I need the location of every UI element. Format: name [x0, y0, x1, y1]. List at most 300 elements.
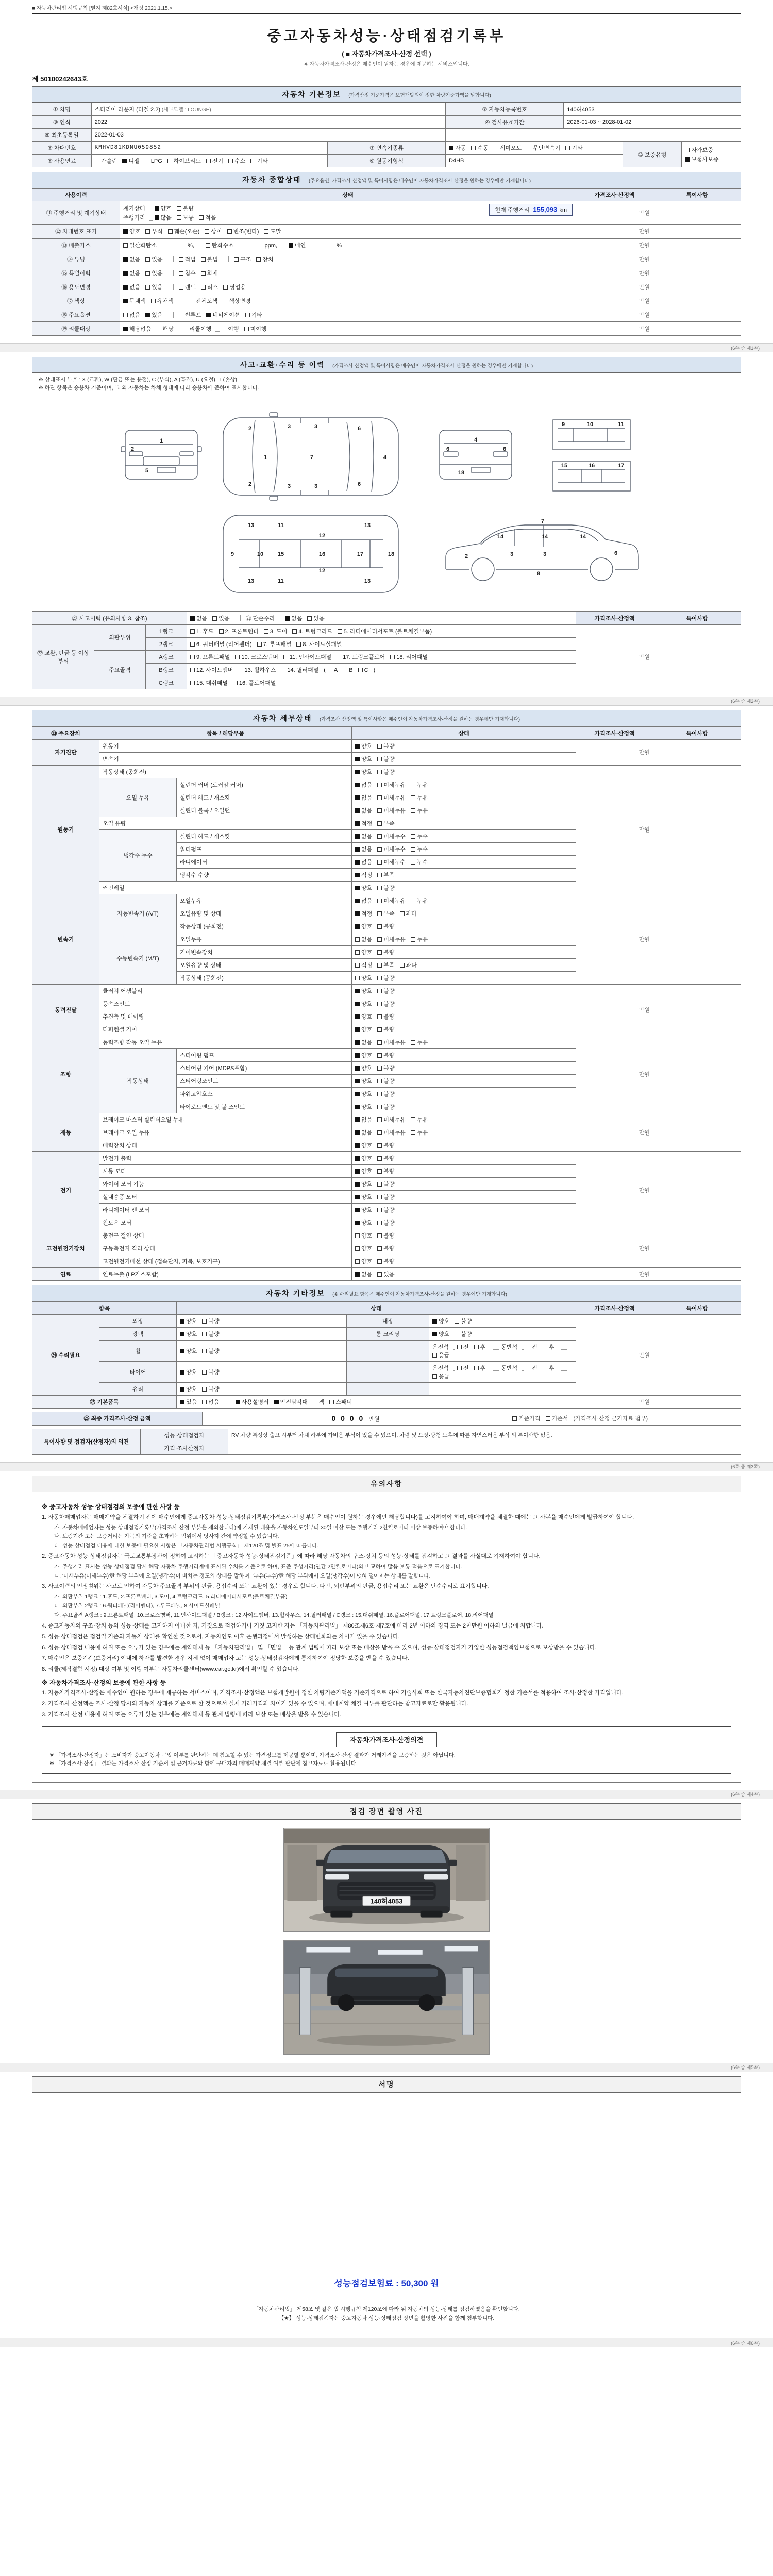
checkbox-unchecked-icon[interactable]: [377, 899, 382, 903]
checkbox-option[interactable]: [343, 667, 352, 673]
checkbox-checked-icon[interactable]: [355, 989, 360, 993]
checkbox-unchecked-icon[interactable]: [543, 1345, 547, 1349]
checkbox-option[interactable]: [377, 962, 394, 969]
checkbox-unchecked-icon[interactable]: [199, 215, 204, 220]
checkbox-checked-icon[interactable]: [190, 616, 195, 621]
checkbox-checked-icon[interactable]: [355, 1092, 360, 1096]
checkbox-unchecked-icon[interactable]: [457, 1345, 462, 1349]
checkbox-option[interactable]: [377, 1246, 394, 1252]
checkbox-checked-icon[interactable]: [355, 1014, 360, 1019]
checkbox-option[interactable]: [546, 1416, 568, 1422]
checkbox-unchecked-icon[interactable]: [377, 1053, 382, 1058]
checkbox-unchecked-icon[interactable]: [343, 668, 347, 672]
checkbox-option[interactable]: [355, 795, 372, 801]
checkbox-option[interactable]: [257, 641, 292, 648]
checkbox-option[interactable]: [377, 975, 394, 981]
checkbox-unchecked-icon[interactable]: [377, 1272, 382, 1277]
checkbox-option[interactable]: [180, 1386, 197, 1393]
checkbox-unchecked-icon[interactable]: [546, 1416, 550, 1421]
checkbox-unchecked-icon[interactable]: [307, 616, 312, 621]
checkbox-unchecked-icon[interactable]: [239, 668, 243, 672]
checkbox-option[interactable]: [411, 795, 428, 801]
checkbox-option[interactable]: [411, 1117, 428, 1123]
checkbox-option[interactable]: [206, 158, 223, 164]
checkbox-checked-icon[interactable]: [123, 299, 128, 303]
checkbox-unchecked-icon[interactable]: [355, 1233, 360, 1238]
checkbox-option[interactable]: [377, 937, 406, 943]
checkbox-unchecked-icon[interactable]: [377, 873, 382, 877]
checkbox-unchecked-icon[interactable]: [377, 1117, 382, 1122]
checkbox-unchecked-icon[interactable]: [123, 313, 128, 317]
checkbox-option[interactable]: [377, 859, 406, 866]
checkbox-option[interactable]: [355, 821, 372, 827]
checkbox-option[interactable]: [355, 885, 372, 891]
checkbox-option[interactable]: [180, 1369, 197, 1376]
checkbox-option[interactable]: [292, 629, 332, 635]
checkbox-unchecked-icon[interactable]: [377, 770, 382, 774]
checkbox-option[interactable]: [377, 769, 394, 775]
checkbox-unchecked-icon[interactable]: [377, 1092, 382, 1096]
checkbox-option[interactable]: [355, 859, 372, 866]
checkbox-option[interactable]: [377, 1117, 406, 1123]
checkbox-option[interactable]: [145, 312, 162, 318]
checkbox-unchecked-icon[interactable]: [377, 795, 382, 800]
checkbox-unchecked-icon[interactable]: [377, 911, 382, 916]
checkbox-option[interactable]: [179, 270, 196, 277]
checkbox-unchecked-icon[interactable]: [281, 668, 285, 672]
checkbox-unchecked-icon[interactable]: [377, 1105, 382, 1109]
checkbox-option[interactable]: [281, 667, 318, 673]
checkbox-option[interactable]: [180, 1348, 197, 1354]
checkbox-option[interactable]: [390, 654, 428, 660]
checkbox-option[interactable]: [377, 1053, 394, 1059]
checkbox-unchecked-icon[interactable]: [512, 1416, 517, 1421]
checkbox-option[interactable]: [355, 962, 372, 969]
checkbox-unchecked-icon[interactable]: [455, 1332, 459, 1336]
checkbox-unchecked-icon[interactable]: [527, 146, 531, 150]
checkbox-unchecked-icon[interactable]: [474, 1345, 479, 1349]
checkbox-option[interactable]: [206, 312, 240, 318]
checkbox-option[interactable]: [355, 1091, 372, 1097]
checkbox-option[interactable]: [377, 795, 406, 801]
checkbox-option[interactable]: [411, 859, 428, 866]
checkbox-option[interactable]: [145, 229, 162, 235]
checkbox-unchecked-icon[interactable]: [245, 313, 250, 317]
checkbox-option[interactable]: [190, 680, 228, 686]
checkbox-unchecked-icon[interactable]: [455, 1319, 459, 1324]
checkbox-unchecked-icon[interactable]: [145, 159, 149, 163]
checkbox-option[interactable]: [190, 298, 218, 304]
checkbox-option[interactable]: [338, 629, 432, 635]
checkbox-option[interactable]: [355, 1246, 372, 1252]
checkbox-option[interactable]: [377, 1143, 394, 1149]
checkbox-option[interactable]: [235, 654, 278, 660]
checkbox-unchecked-icon[interactable]: [377, 1169, 382, 1174]
checkbox-option[interactable]: [222, 326, 239, 332]
checkbox-option[interactable]: [177, 215, 194, 221]
checkbox-option[interactable]: [377, 1194, 394, 1200]
checkbox-option[interactable]: [432, 1331, 449, 1337]
checkbox-option[interactable]: [167, 158, 201, 164]
checkbox-checked-icon[interactable]: [355, 1040, 360, 1045]
checkbox-option[interactable]: [283, 654, 331, 660]
checkbox-option[interactable]: [355, 1259, 372, 1265]
checkbox-unchecked-icon[interactable]: [177, 206, 181, 211]
checkbox-option[interactable]: [355, 1130, 372, 1136]
checkbox-option[interactable]: [123, 257, 140, 263]
checkbox-option[interactable]: [177, 206, 194, 212]
checkbox-unchecked-icon[interactable]: [432, 1353, 437, 1358]
checkbox-option[interactable]: [377, 911, 394, 917]
checkbox-unchecked-icon[interactable]: [474, 1366, 479, 1370]
checkbox-option[interactable]: [155, 215, 172, 221]
checkbox-checked-icon[interactable]: [355, 924, 360, 929]
checkbox-option[interactable]: [199, 215, 216, 221]
checkbox-option[interactable]: [355, 846, 372, 853]
warranty-option[interactable]: [685, 155, 737, 164]
checkbox-unchecked-icon[interactable]: [377, 834, 382, 839]
checkbox-option[interactable]: [355, 834, 372, 840]
checkbox-checked-icon[interactable]: [355, 886, 360, 890]
checkbox-checked-icon[interactable]: [180, 1349, 184, 1353]
checkbox-checked-icon[interactable]: [355, 1156, 360, 1161]
checkbox-option[interactable]: [201, 284, 218, 291]
checkbox-unchecked-icon[interactable]: [95, 159, 99, 163]
checkbox-option[interactable]: [157, 326, 174, 332]
checkbox-unchecked-icon[interactable]: [228, 159, 233, 163]
checkbox-unchecked-icon[interactable]: [355, 976, 360, 980]
checkbox-option[interactable]: [95, 158, 117, 164]
checkbox-checked-icon[interactable]: [355, 1053, 360, 1058]
checkbox-unchecked-icon[interactable]: [329, 1400, 334, 1404]
checkbox-option[interactable]: [202, 1318, 219, 1325]
checkbox-option[interactable]: [233, 680, 276, 686]
checkbox-option[interactable]: [355, 1181, 372, 1188]
checkbox-option[interactable]: [355, 743, 372, 750]
checkbox-unchecked-icon[interactable]: [355, 937, 360, 942]
checkbox-checked-icon[interactable]: [355, 1130, 360, 1135]
checkbox-option[interactable]: [145, 257, 162, 263]
checkbox-option[interactable]: [455, 1318, 472, 1325]
checkbox-unchecked-icon[interactable]: [411, 899, 415, 903]
checkbox-unchecked-icon[interactable]: [355, 950, 360, 955]
checkbox-option[interactable]: [223, 298, 251, 304]
checkbox-option[interactable]: [355, 872, 372, 878]
checkbox-option[interactable]: [201, 257, 218, 263]
checkbox-unchecked-icon[interactable]: [256, 257, 261, 262]
checkbox-unchecked-icon[interactable]: [377, 1233, 382, 1238]
checkbox-option[interactable]: [355, 1117, 372, 1123]
checkbox-option[interactable]: [122, 158, 139, 164]
checkbox-option[interactable]: [285, 616, 302, 622]
checkbox-checked-icon[interactable]: [155, 206, 159, 211]
checkbox-option[interactable]: [236, 1399, 269, 1405]
checkbox-unchecked-icon[interactable]: [355, 1246, 360, 1251]
checkbox-option[interactable]: [123, 284, 140, 291]
checkbox-unchecked-icon[interactable]: [244, 327, 249, 331]
checkbox-option[interactable]: [355, 1027, 372, 1033]
checkbox-unchecked-icon[interactable]: [145, 271, 150, 276]
checkbox-unchecked-icon[interactable]: [202, 1319, 207, 1324]
checkbox-option[interactable]: [151, 298, 174, 304]
checkbox-option[interactable]: [377, 1156, 394, 1162]
checkbox-checked-icon[interactable]: [180, 1370, 184, 1375]
checkbox-unchecked-icon[interactable]: [377, 757, 382, 761]
checkbox-unchecked-icon[interactable]: [179, 271, 183, 276]
checkbox-option[interactable]: [202, 1331, 219, 1337]
checkbox-option[interactable]: [307, 616, 324, 622]
checkbox-unchecked-icon[interactable]: [377, 1182, 382, 1187]
checkbox-checked-icon[interactable]: [355, 1066, 360, 1071]
checkbox-unchecked-icon[interactable]: [206, 159, 211, 163]
checkbox-option[interactable]: [155, 206, 172, 212]
checkbox-option[interactable]: [377, 950, 394, 956]
checkbox-option[interactable]: [145, 158, 162, 164]
checkbox-checked-icon[interactable]: [355, 1221, 360, 1225]
checkbox-unchecked-icon[interactable]: [377, 1014, 382, 1019]
checkbox-unchecked-icon[interactable]: [411, 1130, 415, 1135]
checkbox-option[interactable]: [411, 846, 428, 853]
checkbox-unchecked-icon[interactable]: [377, 976, 382, 980]
checkbox-option[interactable]: [313, 1399, 325, 1405]
checkbox-unchecked-icon[interactable]: [411, 860, 415, 865]
checkbox-unchecked-icon[interactable]: [250, 159, 255, 163]
checkbox-option[interactable]: [264, 629, 287, 635]
checkbox-option[interactable]: [256, 257, 273, 263]
checkbox-unchecked-icon[interactable]: [201, 257, 206, 262]
checkbox-option[interactable]: [377, 1091, 394, 1097]
checkbox-option[interactable]: [512, 1416, 541, 1422]
checkbox-option[interactable]: [239, 667, 276, 673]
checkbox-checked-icon[interactable]: [355, 873, 360, 877]
checkbox-checked-icon[interactable]: [123, 271, 128, 276]
checkbox-unchecked-icon[interactable]: [177, 215, 181, 220]
checkbox-option[interactable]: [377, 1104, 394, 1110]
checkbox-unchecked-icon[interactable]: [377, 1208, 382, 1212]
checkbox-option[interactable]: [223, 284, 246, 291]
checkbox-unchecked-icon[interactable]: [411, 808, 415, 813]
checkbox-option[interactable]: [543, 1344, 554, 1350]
checkbox-checked-icon[interactable]: [355, 770, 360, 774]
checkbox-option[interactable]: [123, 270, 140, 277]
checkbox-option[interactable]: [526, 1344, 537, 1350]
checkbox-unchecked-icon[interactable]: [377, 783, 382, 787]
checkbox-unchecked-icon[interactable]: [377, 860, 382, 865]
checkbox-option[interactable]: [145, 270, 162, 277]
checkbox-checked-icon[interactable]: [355, 860, 360, 865]
checkbox-unchecked-icon[interactable]: [377, 1195, 382, 1199]
checkbox-unchecked-icon[interactable]: [257, 642, 262, 647]
checkbox-option[interactable]: [411, 1130, 428, 1136]
checkbox-unchecked-icon[interactable]: [145, 229, 150, 234]
checkbox-option[interactable]: [123, 298, 146, 304]
checkbox-option[interactable]: [289, 243, 306, 249]
checkbox-option[interactable]: [377, 1130, 406, 1136]
checkbox-unchecked-icon[interactable]: [167, 159, 172, 163]
checkbox-option[interactable]: [355, 988, 372, 994]
checkbox-option[interactable]: [377, 1272, 394, 1278]
checkbox-checked-icon[interactable]: [355, 1002, 360, 1006]
checkbox-unchecked-icon[interactable]: [526, 1366, 530, 1370]
checkbox-unchecked-icon[interactable]: [411, 1040, 415, 1045]
checkbox-option[interactable]: [377, 846, 406, 853]
checkbox-option[interactable]: [337, 654, 385, 660]
checkbox-unchecked-icon[interactable]: [377, 886, 382, 890]
checkbox-unchecked-icon[interactable]: [494, 146, 498, 150]
checkbox-unchecked-icon[interactable]: [205, 229, 209, 234]
checkbox-checked-icon[interactable]: [449, 146, 453, 150]
checkbox-option[interactable]: [355, 808, 372, 814]
checkbox-option[interactable]: [355, 898, 372, 904]
checkbox-option[interactable]: [244, 326, 267, 332]
checkbox-option[interactable]: [355, 1233, 372, 1239]
checkbox-option[interactable]: [228, 158, 245, 164]
checkbox-option[interactable]: [377, 872, 394, 878]
checkbox-option[interactable]: [432, 1352, 449, 1359]
checkbox-option[interactable]: [358, 667, 368, 673]
checkbox-unchecked-icon[interactable]: [190, 299, 194, 303]
checkbox-option[interactable]: [457, 1344, 469, 1350]
checkbox-unchecked-icon[interactable]: [313, 1400, 317, 1404]
checkbox-option[interactable]: [432, 1374, 449, 1380]
checkbox-unchecked-icon[interactable]: [296, 642, 301, 647]
checkbox-unchecked-icon[interactable]: [358, 668, 363, 672]
checkbox-option[interactable]: [377, 885, 394, 891]
checkbox-option[interactable]: [377, 988, 394, 994]
checkbox-checked-icon[interactable]: [432, 1319, 437, 1324]
checkbox-checked-icon[interactable]: [274, 1400, 279, 1404]
checkbox-unchecked-icon[interactable]: [190, 629, 195, 634]
checkbox-checked-icon[interactable]: [155, 215, 159, 220]
checkbox-option[interactable]: [527, 145, 560, 151]
checkbox-checked-icon[interactable]: [180, 1400, 184, 1404]
checkbox-option[interactable]: [329, 1399, 352, 1405]
checkbox-unchecked-icon[interactable]: [202, 1349, 207, 1353]
checkbox-unchecked-icon[interactable]: [432, 1374, 437, 1379]
checkbox-option[interactable]: [202, 1386, 219, 1393]
checkbox-option[interactable]: [355, 911, 372, 917]
checkbox-option[interactable]: [274, 1399, 308, 1405]
checkbox-unchecked-icon[interactable]: [235, 655, 240, 659]
checkbox-option[interactable]: [355, 924, 372, 930]
checkbox-checked-icon[interactable]: [123, 229, 128, 234]
checkbox-unchecked-icon[interactable]: [457, 1366, 462, 1370]
checkbox-unchecked-icon[interactable]: [377, 1002, 382, 1006]
checkbox-unchecked-icon[interactable]: [223, 285, 228, 290]
checkbox-unchecked-icon[interactable]: [411, 937, 415, 942]
checkbox-option[interactable]: [202, 1369, 219, 1376]
checkbox-option[interactable]: [411, 782, 428, 788]
checkbox-option[interactable]: [355, 1040, 372, 1046]
checkbox-unchecked-icon[interactable]: [411, 847, 415, 852]
checkbox-unchecked-icon[interactable]: [377, 937, 382, 942]
checkbox-option[interactable]: [377, 1259, 394, 1265]
checkbox-option[interactable]: [377, 782, 406, 788]
checkbox-checked-icon[interactable]: [355, 783, 360, 787]
checkbox-unchecked-icon[interactable]: [377, 1143, 382, 1148]
checkbox-option[interactable]: [328, 667, 338, 673]
checkbox-option[interactable]: [355, 1065, 372, 1072]
checkbox-option[interactable]: [123, 229, 140, 235]
checkbox-unchecked-icon[interactable]: [179, 257, 183, 262]
checkbox-checked-icon[interactable]: [355, 1208, 360, 1212]
checkbox-option[interactable]: [377, 821, 394, 827]
checkbox-option[interactable]: [377, 1168, 394, 1175]
checkbox-option[interactable]: [179, 257, 196, 263]
checkbox-option[interactable]: [205, 229, 222, 235]
checkbox-unchecked-icon[interactable]: [145, 257, 150, 262]
checkbox-option[interactable]: [377, 1014, 394, 1020]
checkbox-option[interactable]: [355, 1104, 372, 1110]
checkbox-option[interactable]: [123, 312, 140, 318]
checkbox-option[interactable]: [377, 1181, 394, 1188]
checkbox-option[interactable]: [355, 1143, 372, 1149]
checkbox-unchecked-icon[interactable]: [377, 1040, 382, 1045]
checkbox-unchecked-icon[interactable]: [179, 285, 183, 290]
checkbox-checked-icon[interactable]: [355, 795, 360, 800]
checkbox-checked-icon[interactable]: [145, 313, 150, 317]
checkbox-option[interactable]: [355, 937, 372, 943]
checkbox-checked-icon[interactable]: [206, 313, 211, 317]
checkbox-option[interactable]: [377, 1078, 394, 1084]
checkbox-option[interactable]: [190, 616, 207, 622]
checkbox-option[interactable]: [296, 641, 342, 648]
checkbox-option[interactable]: [377, 1001, 394, 1007]
checkbox-unchecked-icon[interactable]: [377, 924, 382, 929]
checkbox-option[interactable]: [145, 284, 162, 291]
checkbox-option[interactable]: [543, 1365, 554, 1371]
checkbox-unchecked-icon[interactable]: [222, 327, 226, 331]
checkbox-unchecked-icon[interactable]: [377, 808, 382, 813]
checkbox-checked-icon[interactable]: [355, 757, 360, 761]
checkbox-checked-icon[interactable]: [285, 616, 290, 621]
checkbox-option[interactable]: [202, 1348, 219, 1354]
checkbox-option[interactable]: [201, 270, 218, 277]
checkbox-option[interactable]: [206, 243, 234, 249]
checkbox-option[interactable]: [457, 1365, 469, 1371]
checkbox-option[interactable]: [190, 641, 252, 648]
checkbox-option[interactable]: [355, 1014, 372, 1020]
checkbox-unchecked-icon[interactable]: [390, 655, 395, 659]
checkbox-unchecked-icon[interactable]: [337, 655, 341, 659]
checkbox-unchecked-icon[interactable]: [685, 148, 690, 152]
checkbox-unchecked-icon[interactable]: [292, 629, 297, 634]
checkbox-unchecked-icon[interactable]: [411, 834, 415, 839]
checkbox-option[interactable]: [355, 975, 372, 981]
checkbox-checked-icon[interactable]: [432, 1332, 437, 1336]
checkbox-option[interactable]: [377, 743, 394, 750]
checkbox-option[interactable]: [180, 1399, 197, 1405]
checkbox-option[interactable]: [400, 911, 417, 917]
checkbox-option[interactable]: [411, 834, 428, 840]
checkbox-unchecked-icon[interactable]: [201, 285, 206, 290]
checkbox-unchecked-icon[interactable]: [212, 616, 217, 621]
checkbox-unchecked-icon[interactable]: [543, 1366, 547, 1370]
checkbox-option[interactable]: [168, 229, 200, 235]
checkbox-checked-icon[interactable]: [180, 1332, 184, 1336]
checkbox-unchecked-icon[interactable]: [233, 681, 238, 685]
checkbox-checked-icon[interactable]: [355, 1169, 360, 1174]
checkbox-unchecked-icon[interactable]: [377, 1027, 382, 1032]
checkbox-option[interactable]: [400, 962, 417, 969]
checkbox-option[interactable]: [355, 1053, 372, 1059]
checkbox-checked-icon[interactable]: [355, 1272, 360, 1277]
checkbox-unchecked-icon[interactable]: [377, 950, 382, 955]
checkbox-checked-icon[interactable]: [355, 847, 360, 852]
checkbox-unchecked-icon[interactable]: [377, 821, 382, 826]
checkbox-unchecked-icon[interactable]: [264, 229, 268, 234]
checkbox-option[interactable]: [123, 243, 157, 249]
